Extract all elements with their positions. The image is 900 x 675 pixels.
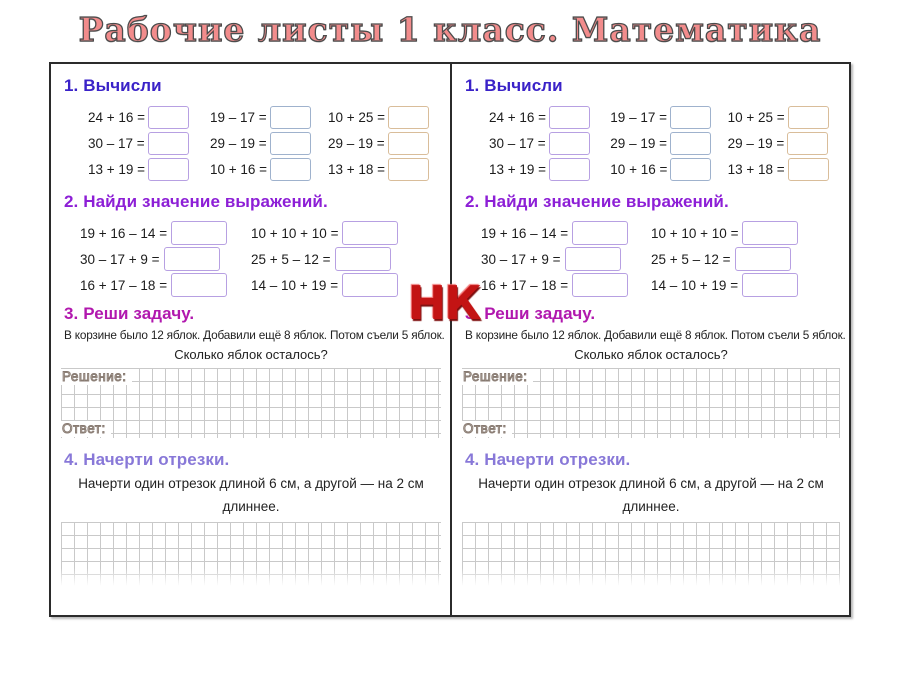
answer-box[interactable] bbox=[670, 158, 711, 181]
expression-text: 10 + 10 + 10 = bbox=[251, 225, 339, 241]
calc-problem bbox=[88, 106, 210, 129]
section2-heading: 2. Найди значение выражений. bbox=[465, 192, 729, 211]
expression-text: 24 + 16 = bbox=[489, 109, 547, 125]
expression-text: 16 + 17 – 18 = bbox=[80, 277, 168, 293]
expression-text: 29 – 19 = bbox=[328, 135, 385, 151]
answer-box[interactable] bbox=[342, 273, 398, 297]
expression-text: 13 + 18 = bbox=[727, 161, 785, 177]
expression-text: 10 + 10 + 10 = bbox=[651, 225, 739, 241]
expression-problem bbox=[481, 220, 651, 246]
answer-box[interactable] bbox=[388, 158, 429, 181]
calc-problem bbox=[210, 106, 328, 129]
answer-box[interactable] bbox=[164, 247, 220, 271]
answer-box[interactable] bbox=[572, 221, 628, 245]
calc-rows bbox=[88, 104, 438, 182]
answer-box[interactable] bbox=[788, 158, 829, 181]
expression-problem bbox=[80, 220, 251, 246]
calc-problem bbox=[489, 158, 610, 181]
calc-problem bbox=[610, 106, 727, 129]
calc-problem bbox=[610, 132, 727, 155]
page-title: Рабочие листы 1 класс. Математика bbox=[78, 10, 822, 49]
expression-text: 30 – 17 = bbox=[88, 135, 145, 151]
expression-text: 10 + 25 = bbox=[727, 109, 785, 125]
calc-problem bbox=[328, 106, 438, 129]
solution-grid-area[interactable] bbox=[61, 368, 441, 438]
expression-column-left bbox=[64, 220, 251, 298]
answer-box[interactable] bbox=[171, 273, 227, 297]
section-segments bbox=[465, 450, 837, 586]
drawing-grid-area[interactable] bbox=[61, 522, 441, 586]
answer-label: Ответ: bbox=[462, 421, 512, 437]
calc-rows bbox=[489, 104, 837, 182]
section4-heading: 4. Начерти отрезки. bbox=[64, 450, 230, 469]
section4-heading: 4. Начерти отрезки. bbox=[465, 450, 631, 469]
solution-label: Решение: bbox=[462, 369, 533, 385]
expression-text: 14 – 10 + 19 = bbox=[251, 277, 339, 293]
expression-text: 19 – 17 = bbox=[210, 109, 267, 125]
calc-row bbox=[88, 156, 438, 182]
expression-problem bbox=[80, 246, 251, 272]
section-segments bbox=[64, 450, 438, 586]
calc-row bbox=[489, 156, 837, 182]
expression-text: 29 – 19 = bbox=[610, 135, 667, 151]
section-word-problem bbox=[62, 304, 445, 438]
calc-problem bbox=[610, 158, 727, 181]
section-calculate bbox=[64, 76, 438, 182]
expression-column-right bbox=[651, 220, 837, 298]
expression-text: 10 + 16 = bbox=[210, 161, 268, 177]
calc-problem bbox=[728, 106, 837, 129]
expression-text: 10 + 16 = bbox=[610, 161, 668, 177]
expression-text: 29 – 19 = bbox=[210, 135, 267, 151]
answer-box[interactable] bbox=[335, 247, 391, 271]
solution-label: Решение: bbox=[61, 369, 132, 385]
expression-grid bbox=[465, 220, 837, 298]
problem-text-line1: В корзине было 12 яблок. Добавили ещё 8 яблок. Потом съели 5 яблок. bbox=[64, 328, 445, 342]
answer-box[interactable] bbox=[388, 106, 429, 129]
answer-box[interactable] bbox=[270, 158, 311, 181]
answer-box[interactable] bbox=[572, 273, 628, 297]
expression-text: 30 – 17 + 9 = bbox=[481, 251, 561, 267]
expression-text: 19 – 17 = bbox=[610, 109, 667, 125]
answer-box[interactable] bbox=[342, 221, 398, 245]
calc-row bbox=[489, 130, 837, 156]
worksheet-panel-right bbox=[450, 64, 849, 615]
expression-text: 24 + 16 = bbox=[88, 109, 146, 125]
calc-problem bbox=[88, 158, 210, 181]
expression-problem bbox=[481, 246, 651, 272]
answer-label: Ответ: bbox=[61, 421, 111, 437]
problem-text-line2: Сколько яблок осталось? bbox=[574, 347, 728, 362]
section-word-problem bbox=[463, 304, 846, 438]
calc-problem bbox=[489, 132, 610, 155]
section3-heading: 3. Реши задачу. bbox=[465, 304, 596, 323]
task-text-line1: Начерти один отрезок длиной 6 см, а другой — на 2 см bbox=[478, 476, 824, 491]
worksheet-panel-left bbox=[51, 64, 450, 615]
answer-box[interactable] bbox=[171, 221, 227, 245]
expression-problem bbox=[651, 220, 837, 246]
task-text-line1: Начерти один отрезок длиной 6 см, а другой — на 2 см bbox=[78, 476, 424, 491]
section1-heading: 1. Вычисли bbox=[64, 76, 162, 95]
expression-grid bbox=[64, 220, 438, 298]
expression-problem bbox=[651, 272, 837, 298]
expression-text: 30 – 17 = bbox=[489, 135, 546, 151]
task-text-line2: длиннее. bbox=[622, 499, 680, 514]
expression-problem bbox=[251, 246, 438, 272]
answer-box[interactable] bbox=[788, 106, 829, 129]
calc-problem bbox=[210, 132, 328, 155]
answer-box[interactable] bbox=[735, 247, 791, 271]
expression-problem bbox=[481, 272, 651, 298]
section1-heading: 1. Вычисли bbox=[465, 76, 563, 95]
task-text-line2: длиннее. bbox=[222, 499, 280, 514]
expression-text: 13 + 19 = bbox=[489, 161, 547, 177]
calc-problem bbox=[489, 106, 610, 129]
worksheet-sheet bbox=[49, 62, 851, 617]
answer-box[interactable] bbox=[549, 106, 590, 129]
problem-text-line1: В корзине было 12 яблок. Добавили ещё 8 яблок. Потом съели 5 яблок. bbox=[465, 328, 846, 342]
calc-problem bbox=[728, 132, 837, 155]
answer-box[interactable] bbox=[549, 158, 590, 181]
expression-text: 19 + 16 – 14 = bbox=[481, 225, 569, 241]
expression-text: 25 + 5 – 12 = bbox=[651, 251, 731, 267]
calc-problem bbox=[328, 158, 438, 181]
expression-text: 29 – 19 = bbox=[727, 135, 785, 151]
section3-heading: 3. Реши задачу. bbox=[64, 304, 195, 323]
solution-grid-area[interactable] bbox=[462, 368, 840, 438]
expression-problem bbox=[251, 220, 438, 246]
answer-box[interactable] bbox=[388, 132, 429, 155]
answer-box[interactable] bbox=[670, 132, 711, 155]
expression-text: 16 + 17 – 18 = bbox=[481, 277, 569, 293]
expression-text: 30 – 17 + 9 = bbox=[80, 251, 160, 267]
section-expressions bbox=[64, 192, 438, 298]
problem-text-line2: Сколько яблок осталось? bbox=[174, 347, 328, 362]
answer-box[interactable] bbox=[787, 132, 828, 155]
section2-heading: 2. Найди значение выражений. bbox=[64, 192, 328, 211]
expression-column-left bbox=[465, 220, 651, 298]
drawing-grid-area[interactable] bbox=[462, 522, 840, 586]
expression-text: 25 + 5 – 12 = bbox=[251, 251, 331, 267]
expression-text: 19 + 16 – 14 = bbox=[80, 225, 168, 241]
answer-box[interactable] bbox=[148, 158, 189, 181]
calc-problem bbox=[328, 132, 438, 155]
answer-box[interactable] bbox=[270, 132, 311, 155]
calc-problem bbox=[210, 158, 328, 181]
answer-box[interactable] bbox=[148, 106, 189, 129]
section-expressions bbox=[465, 192, 837, 298]
section-calculate bbox=[465, 76, 837, 182]
nk-watermark: НК bbox=[407, 276, 480, 330]
answer-box[interactable] bbox=[565, 247, 621, 271]
expression-text: 13 + 18 = bbox=[328, 161, 386, 177]
answer-box[interactable] bbox=[670, 106, 711, 129]
answer-box[interactable] bbox=[742, 221, 798, 245]
calc-row bbox=[489, 104, 837, 130]
expression-text: 10 + 25 = bbox=[328, 109, 386, 125]
expression-problem bbox=[651, 246, 837, 272]
calc-problem bbox=[88, 132, 210, 155]
calc-row bbox=[88, 130, 438, 156]
answer-box[interactable] bbox=[148, 132, 189, 155]
calc-row bbox=[88, 104, 438, 130]
answer-box[interactable] bbox=[742, 273, 798, 297]
calc-problem bbox=[728, 158, 837, 181]
answer-box[interactable] bbox=[549, 132, 590, 155]
expression-text: 13 + 19 = bbox=[88, 161, 146, 177]
answer-box[interactable] bbox=[270, 106, 311, 129]
expression-text: 14 – 10 + 19 = bbox=[651, 277, 739, 293]
expression-problem bbox=[80, 272, 251, 298]
